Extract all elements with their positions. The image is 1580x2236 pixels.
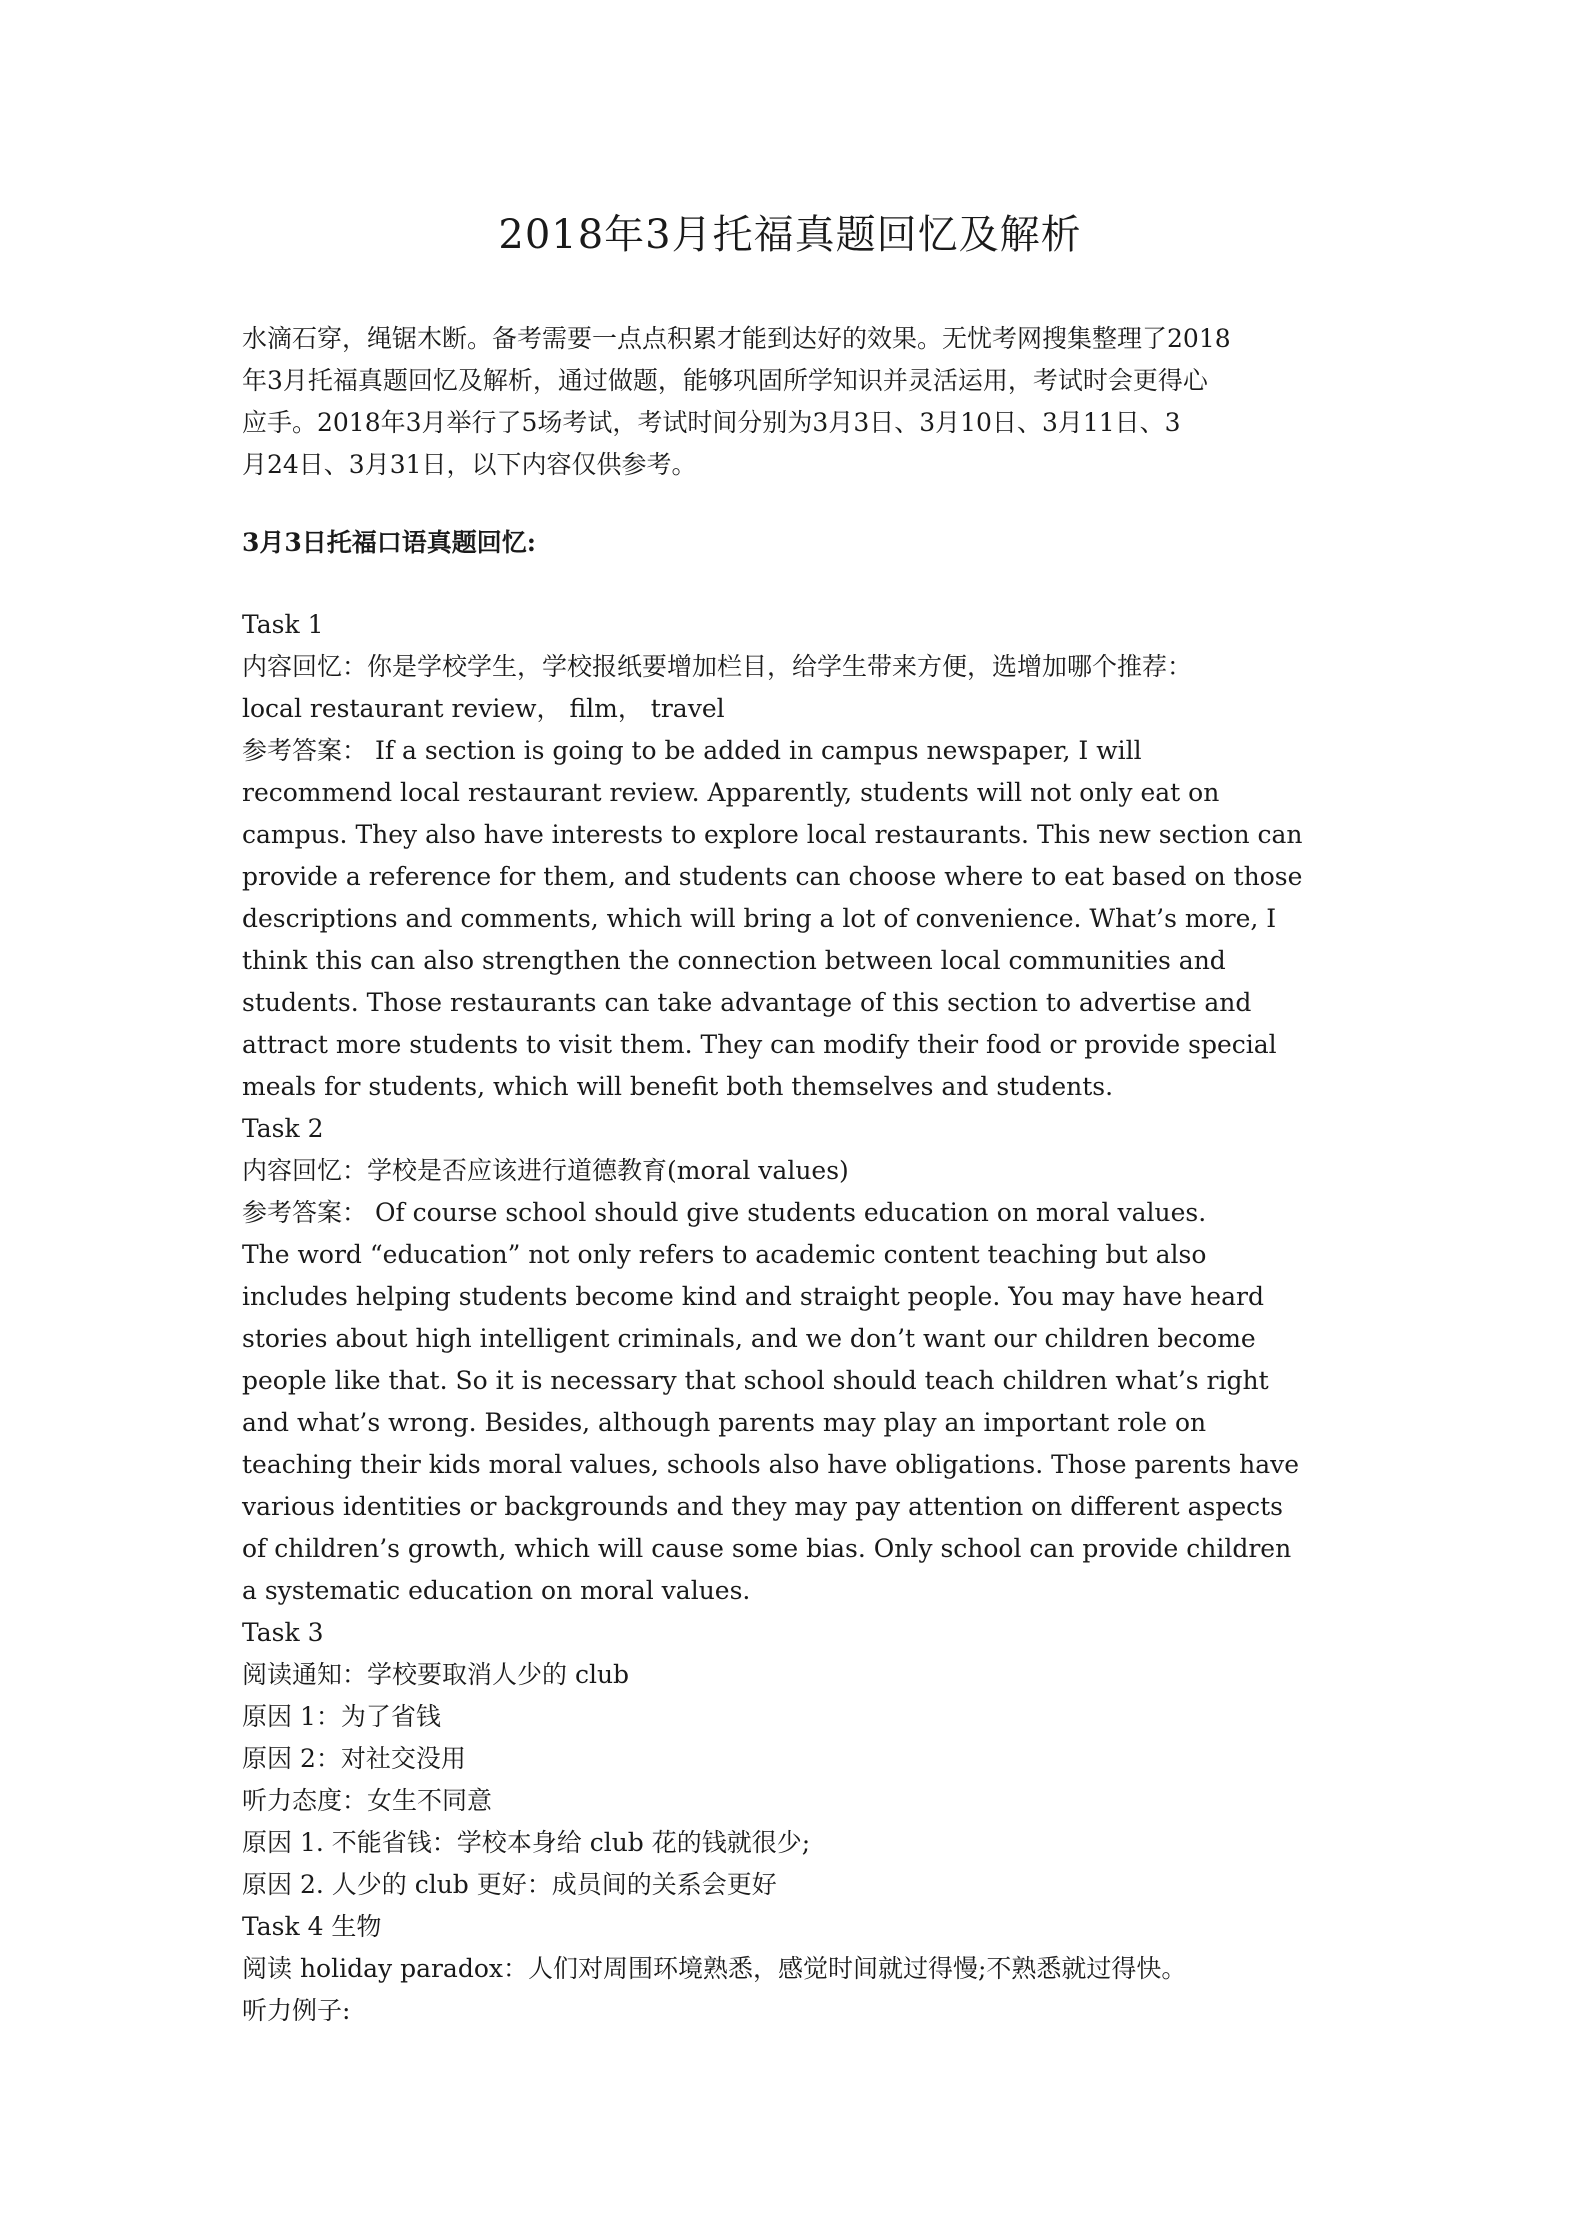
body-line: Task 3 [242, 1618, 324, 1647]
body-line: think this can also strengthen the connection between local communities and [242, 946, 1226, 975]
body-line: 阅读通知：学校要取消人少的 club [242, 1660, 630, 1689]
document-content [242, 318, 1362, 2032]
body-line: Task 2 [242, 1114, 324, 1143]
intro-line: 年3月托福真题回忆及解析，通过做题，能够巩固所学知识并灵活运用，考试时会更得心 [242, 366, 1208, 395]
body-line: 原因 2. 人少的 club 更好：成员间的关系会更好 [242, 1870, 777, 1899]
body-line: 原因 1. 不能省钱：学校本身给 club 花的钱就很少; [242, 1828, 811, 1857]
intro-line: 月24日、3月31日，以下内容仅供参考。 [242, 450, 697, 479]
body-line: Task 1 [242, 610, 324, 639]
body-line: 阅读 holiday paradox：人们对周围环境熟悉，感觉时间就过得慢;不熟悉就过得快。 [242, 1954, 1187, 1983]
body-line: provide a reference for them, and students can choose where to eat based on those [242, 862, 1303, 891]
intro-paragraph [242, 318, 1362, 486]
body-line: meals for students, which will benefit both themselves and students. [242, 1072, 1114, 1101]
body-line: recommend local restaurant review. Apparently, students will not only eat on [242, 778, 1220, 807]
body-line: attract more students to visit them. They can modify their food or provide special [242, 1030, 1277, 1059]
body-text [242, 604, 1362, 2032]
body-line: students. Those restaurants can take advantage of this section to advertise and [242, 988, 1252, 1017]
body-line: 听力例子: [242, 1996, 351, 2025]
body-line: includes helping students become kind and straight people. You may have heard [242, 1282, 1264, 1311]
body-line: various identities or backgrounds and they may pay attention on different aspects [242, 1492, 1284, 1521]
body-line: people like that. So it is necessary that school should teach children what’s right [242, 1366, 1269, 1395]
body-line: Task 4 生物 [242, 1912, 382, 1941]
body-line: 原因 2：对社交没用 [242, 1744, 466, 1773]
body-line: 参考答案： If a section is going to be added in campus newspaper, I will [242, 736, 1142, 765]
intro-line: 应手。2018年3月举行了5场考试，考试时间分别为3月3日、3月10日、3月11日、3 [242, 408, 1181, 437]
body-line: The word “education” not only refers to academic content teaching but also [242, 1240, 1207, 1269]
body-line: descriptions and comments, which will bring a lot of convenience. What’s more, I [242, 904, 1277, 933]
body-line: local restaurant review， film， travel [242, 694, 725, 723]
body-line: and what’s wrong. Besides, although parents may play an important role on [242, 1408, 1207, 1437]
body-line: teaching their kids moral values, schools also have obligations. Those parents have [242, 1450, 1300, 1479]
body-line: of children’s growth, which will cause some bias. Only school can provide children [242, 1534, 1292, 1563]
body-line: 内容回忆：你是学校学生，学校报纸要增加栏目，给学生带来方便，选增加哪个推荐： [242, 652, 1193, 681]
body-line: 内容回忆：学校是否应该进行道德教育(moral values) [242, 1156, 849, 1185]
body-line: stories about high intelligent criminals, and we don’t want our children become [242, 1324, 1256, 1353]
body-line: 听力态度：女生不同意 [242, 1786, 493, 1815]
intro-line: 水滴石穿，绳锯木断。备考需要一点点积累才能到达好的效果。无忧考网搜集整理了2018 [242, 324, 1231, 353]
body-line: a systematic education on moral values. [242, 1576, 751, 1605]
body-line: campus. They also have interests to explore local restaurants. This new section can [242, 820, 1303, 849]
section-heading: 3月3日托福口语真题回忆: [242, 528, 537, 557]
body-line: 原因 1：为了省钱 [242, 1702, 441, 1731]
document-title: 2018年3月托福真题回忆及解析 [498, 212, 1082, 258]
body-line: 参考答案： Of course school should give students education on moral values. [242, 1198, 1207, 1227]
